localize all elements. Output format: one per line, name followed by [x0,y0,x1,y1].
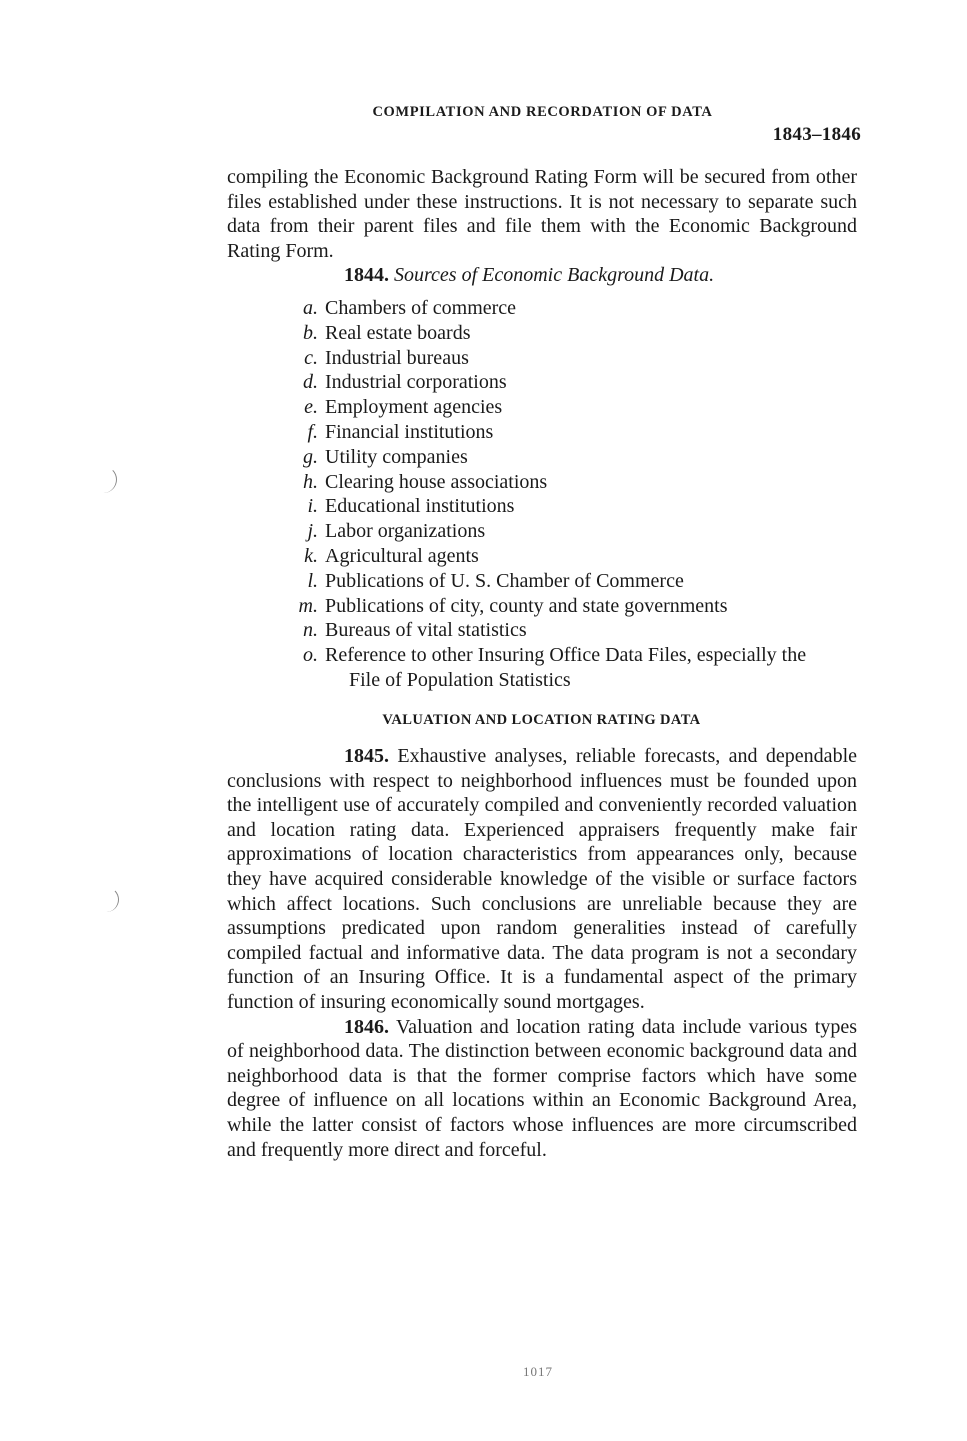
list-item-letter: g. [303,445,318,468]
list-item [280,470,870,495]
list-item-text: Financial institutions [325,420,494,443]
list-item [280,445,870,470]
intro-paragraph [227,165,857,263]
list-item-text: Clearing house associations [325,470,548,493]
section-1845-text: Exhaustive analyses, reliable forecasts, and dependable conclusions with respect to neighborhood influences must be founded upon the intelligent use of accurately compiled and conveniently recorded valuation and location rating data. Experienced appraisers frequently make fair approximations of location characteristics from appearances only, because they have acquired considerable knowledge of the visible or surface factors which affect locations. Such conclusions are unreliable because they are assumptions predicated upon random generalities instead of carefully compiled factual and informative data. The data program is not a secondary function of an Insuring Office. It is a fundamental aspect of the primary function of insuring economically sound mortgages. [227,745,857,1013]
list-item-letter: k. [304,544,318,567]
list-item [280,346,870,371]
list-item-text: Educational institutions [325,495,515,518]
list-item-text: Chambers of commerce [325,297,517,319]
list-item [280,296,870,321]
valuation-body [227,744,857,1162]
list-item-letter: c. [304,346,318,369]
list-item [280,544,870,569]
list-item-letter: n. [303,619,318,642]
valuation-section-heading: VALUATION AND LOCATION RATING DATA [382,712,701,728]
list-item-letter: d. [303,371,318,394]
section-range: 1843–1846 [772,124,861,145]
list-item [280,569,870,594]
list-item-letter: h. [303,470,318,493]
list-item [280,618,870,643]
list-item-text: Industrial bureaus [325,346,469,369]
list-item-letter: j. [307,520,318,543]
list-item-text: Labor organizations [325,520,486,543]
list-item-text: Agricultural agents [325,544,479,567]
list-item-text: Utility companies [325,445,468,468]
list-item-text: Employment agencies [325,396,503,419]
section-1844-number: 1844. [344,264,389,286]
section-1845-number: 1845. [344,745,389,767]
section-1844-title: Sources of Economic Background Data. [394,264,715,286]
list-item [280,643,870,693]
list-item [280,370,870,395]
list-item [280,494,870,519]
list-item [280,594,870,619]
section-1844-heading [344,264,714,287]
section-1846-number: 1846. [344,1015,389,1038]
margin-mark [104,887,119,912]
list-item-letter: a. [303,297,318,319]
list-item-letter: i. [307,495,318,518]
list-item-letter: m. [298,594,318,617]
list-item-continuation: File of Population Statistics [349,668,571,691]
list-item [280,395,870,420]
list-item [280,321,870,346]
list-item-text: Bureaus of vital statistics [325,619,527,642]
intro-text: compiling the Economic Background Rating Form will be secured from other files established under these instructions. It is not necessary to separate such data from their parent files and file them with the Economic Background Rating Form. [227,166,857,262]
list-item-text: Real estate boards [325,321,471,344]
list-item-text: Publications of city, county and state governments [325,594,728,617]
section-1846-paragraph [227,1015,857,1163]
list-item [280,519,870,544]
margin-mark [102,466,117,493]
list-item-letter: o. [303,644,318,667]
section-1845-paragraph [227,744,857,1015]
list-item-letter: b. [303,321,318,344]
list-item-letter: e. [304,396,318,419]
list-item [280,420,870,445]
list-item-text: Publications of U. S. Chamber of Commerce [325,569,684,592]
list-item-letter: l. [307,569,318,592]
page-number: 1017 [523,1364,553,1379]
running-title: COMPILATION AND RECORDATION OF DATA [372,104,713,120]
list-item-letter: f. [307,420,318,443]
list-item-text: Reference to other Insuring Office Data Files, especially the [325,644,807,667]
list-item-text: Industrial corporations [325,371,507,394]
section-1846-text: Valuation and location rating data include various types of neighborhood data. The distinction between economic background data and neighborhood data is that the former comprise factors which have some degree of influence on all locations within an Economic Background Area, while the latter consist of factors whose influences are more circumscribed and frequently more direct and forceful. [227,1015,857,1161]
sources-list [280,296,870,693]
